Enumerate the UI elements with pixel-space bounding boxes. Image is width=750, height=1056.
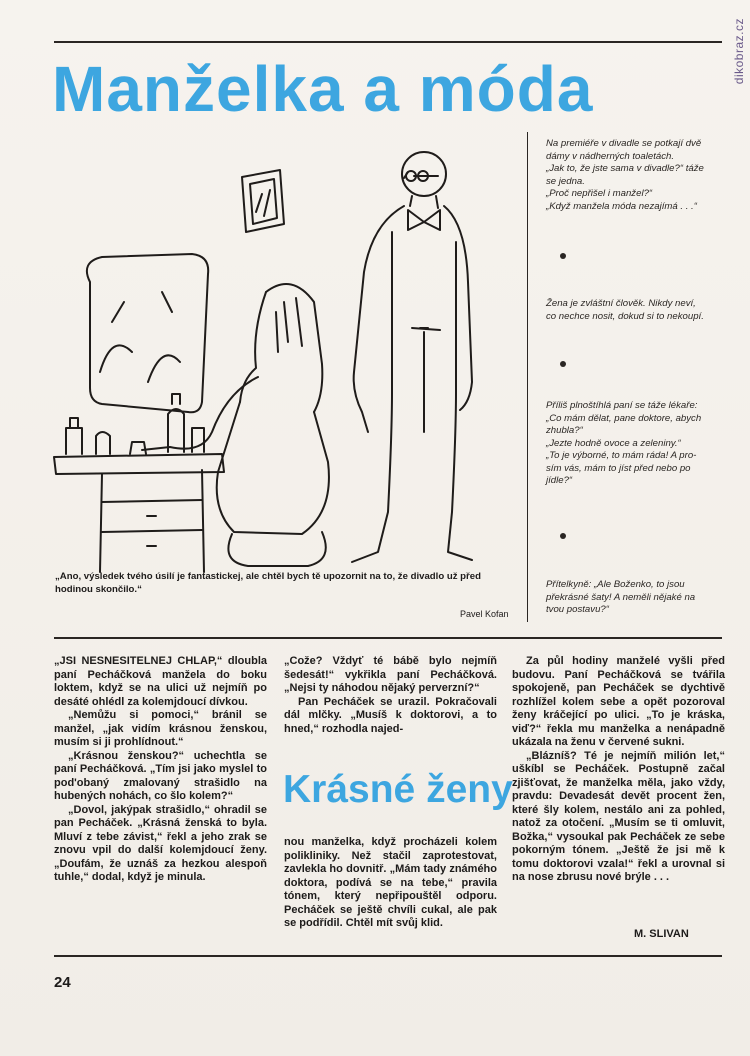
story-title: Krásné ženy [283,768,513,811]
story-column-1 [54,655,267,885]
sidebar-joke-1 [546,138,730,213]
sidebar-line: sím vás, mám to jíst před nebo po [546,462,691,474]
story-author: M. SLIVAN [634,928,689,940]
sidebar-line: jídle?“ [546,475,573,486]
page-number: 24 [54,974,71,991]
sidebar-line: Na premiéře v divadle se potkají dvě [546,138,702,149]
story-paragraph: Pan Pecháček se urazil. Pokračovali dál mlčky. „Musíš k doktorovi, a to hned,“ rozhodla najed- [284,695,497,735]
sidebar-line: tvou postavu?“ [546,604,609,615]
story-paragraph: „Blázníš? Té je nejmíň milión let,“ uškíbl se Pecháček. Postupně začal zjišťovat, že manželka měla, jako vždy, pravdu: Devadesát devět procent žen, které šly kolem, nestálo ani za pohled, natož za otočení. „Musím se ti omluvit, Božka,“ vysoukal pak Pecháček ze sebe pokorným tónem. „Ještě že jsi mě k tomu doktorovi vzala!“ řekl a urovnal si na nose zbrusu nové brýle . . . [512,749,725,883]
story-column-2-top [284,655,497,736]
story-column-3 [512,655,725,885]
story-paragraph: „Krásnou ženskou?“ uchechtla se paní Pecháčková. „Tím jsi jako myslel to pod'obaný zmalovaný strašidlo na hubených nohách, co šlo kolem?“ [54,749,267,802]
cartoon-illustration [52,132,522,582]
sidebar-line: Žena je zvláštní člověk. Nikdy neví, [546,298,696,309]
cartoon-author: Pavel Kofan [460,609,509,619]
sidebar-line: se jedna. [546,175,585,187]
sidebar-bullet [560,361,566,367]
sidebar-joke-3 [546,400,730,488]
sidebar-line: „Co mám dělat, pane doktore, abych [546,412,702,424]
sidebar-bullet [560,533,566,539]
sidebar-line: zhubla?“ [546,425,583,436]
sidebar-line: „Proč nepřišel i manžel?“ [546,188,653,199]
sidebar-line: „Jak to, že jste sama v divadle?“ táže [546,163,704,174]
story-paragraph: „Cože? Vždyť té bábě bylo nejmíň šedesát!“ vykřikla paní Pecháčková. „Nejsi ty náhodou nějaký perverzní?“ [284,655,497,694]
bottom-rule [54,955,722,957]
sidebar-joke-4 [546,579,730,617]
sidebar-line: překrásné šaty! A neměli nějaké na [546,591,696,603]
story-column-2-bottom [284,836,497,931]
sidebar-line: „To je výborné, to mám ráda! A pro- [546,450,697,461]
story-paragraph: Za půl hodiny manželé vyšli před budovu. Paní Pecháčková se tvářila spokojeně, pan Pecháček se dychtivě rozhlížel kolem sebe a opět pozoroval ženy kráčející po ulici. „To je kráska, viď?“ řekla mu manželka a nenápadně ukázala na ženu v červené sukni. [512,655,725,748]
page-title: Manželka a móda [52,53,594,125]
watermark: dikobraz.cz [732,18,746,85]
column-divider [527,132,528,622]
middle-rule [54,637,722,639]
sidebar-bullet [560,253,566,259]
top-rule [54,41,722,43]
sidebar-line: Přítelkyně: „Ale Boženko, to jsou [546,579,685,590]
sidebar-line: „Když manžela móda nezajímá . . .“ [546,200,697,212]
story-paragraph: „Nemůžu si pomoci,“ bránil se manžel, „jak vidím krásnou ženskou, musím si ji prohlídnout.“ [54,709,267,748]
story-paragraph: „Dovol, jakýpak strašidlo,“ ohradil se pan Pecháček. „Krásná ženská to byla. Mluví z tebe závist,“ řekl a jeho zrak se znovu vpil do další kolemjdoucí ženy. „Doufám, že uznáš za hezkou alespoň tuhle,“ dodal, když je minula. [54,803,267,883]
sidebar-line: dámy v nádherných toaletách. [546,150,674,162]
story-paragraph: nou manželka, když procházeli kolem polikliniky. Než stačil zaprotestovat, zavlekla ho dovnitř. „Mám tady známého doktora, podívá se na tebe,“ pravila tónem, který nepřipouštěl odporu. Pecháček se ještě chvíli cukal, ale pak se podřídil. Chtěl mít svůj klid. [284,836,497,929]
sidebar-line: Příliš plnoštíhlá paní se táže lékaře: [546,400,698,411]
sidebar-line: co nechce nosit, dokud si to nekoupí. [546,310,704,322]
sidebar-joke-2 [546,298,730,323]
story-paragraph: „JSI NESNESITELNEJ CHLAP,“ dloubla paní Pecháčková manžela do boku loktem, když se na ulici už nejmíň po desáté ohlédl za kolemjdoucí dívkou. [54,655,267,708]
sidebar-line: „Jezte hodně ovoce a zeleniny.“ [546,437,681,449]
cartoon-caption: „Ano, výsledek tvého úsilí je fantastickej, ale chtěl bych tě upozornit na to, že divadlo už před hodinou skončilo.“ [55,571,481,595]
